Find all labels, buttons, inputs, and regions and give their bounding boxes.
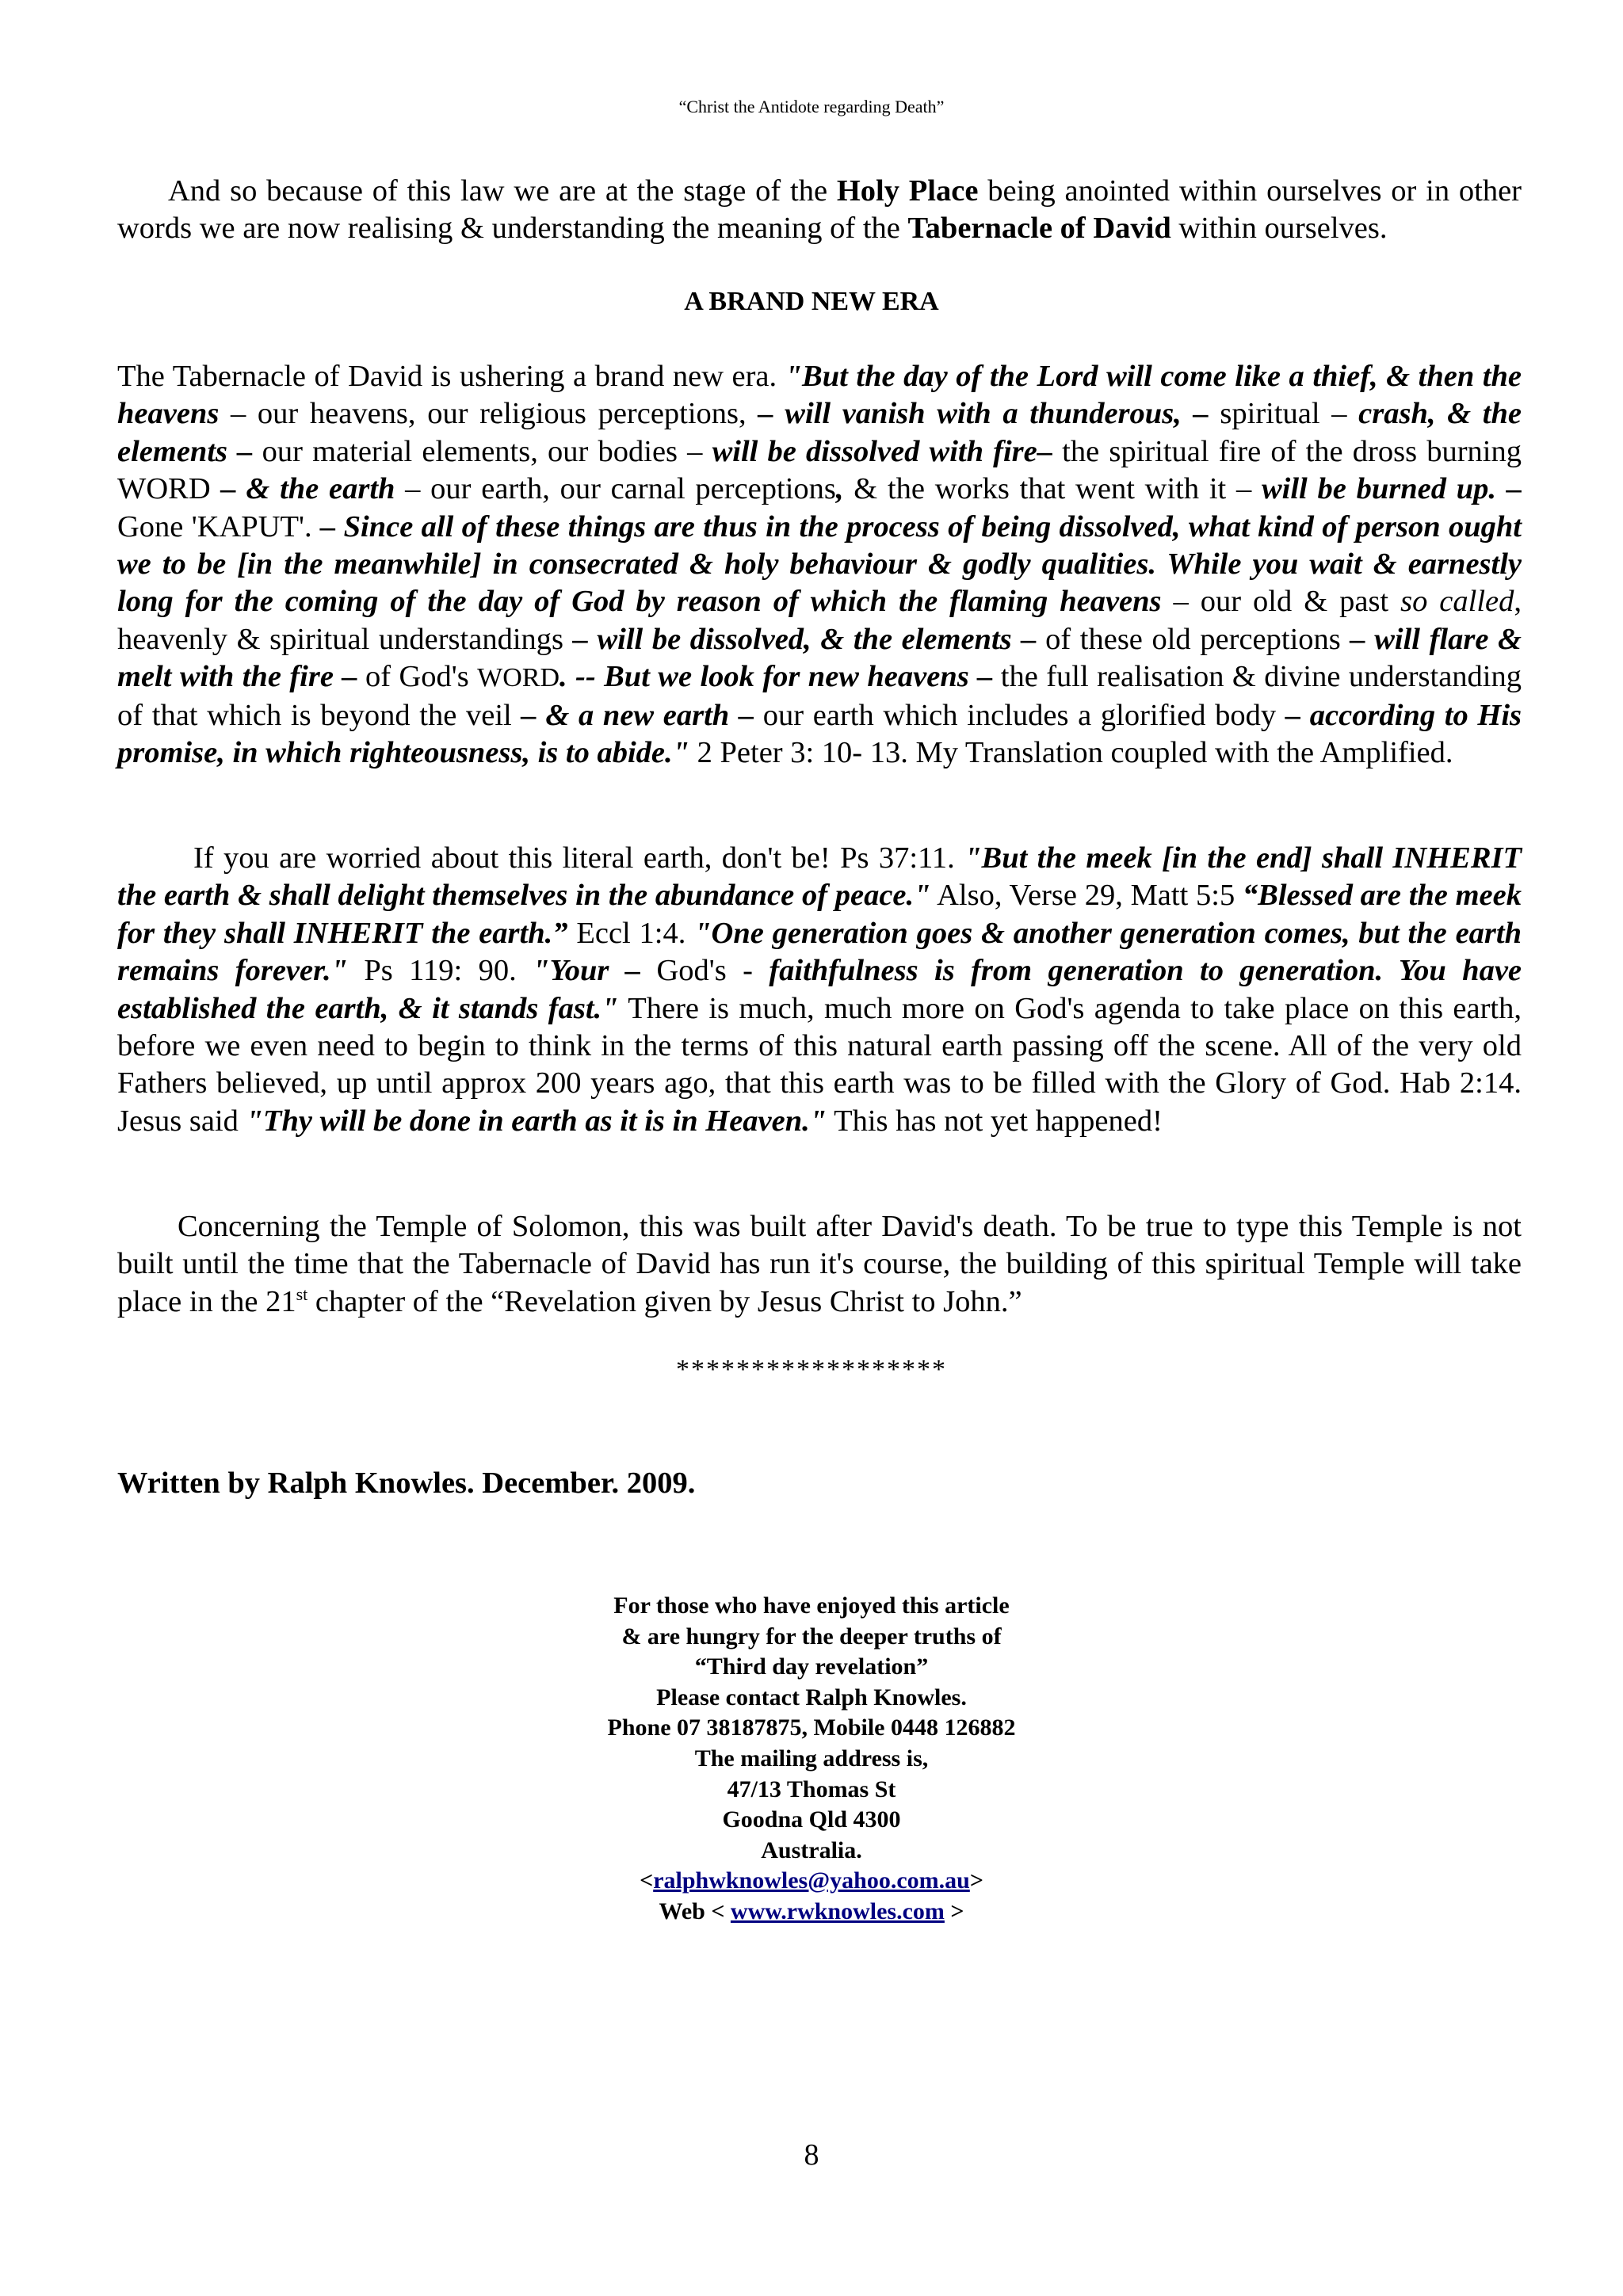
section-heading: A BRAND NEW ERA [684,287,939,316]
era-quote-10: – & the earth [220,472,395,506]
temple-superscript: st [296,1283,308,1304]
earth-quote-10: faithfulness is from generation to generation. You have established the earth, & it stands fast." [117,954,1522,1025]
contact-phone: Phone 07 38187875, Mobile 0448 126882 [607,1714,1016,1741]
contact-block [0,1591,1623,1928]
era-text-3: – our heavens, our religious perceptions, [219,397,758,431]
era-quote-16: – Since all of these things are thus in the process of being dissolved, what kind of person ought we to be [in the meanwhile] in consecrated & holy behaviour & godly qualities. While you wait & earnestly long for the coming of the day of God by reason of which the flaming heavens [117,509,1522,619]
temple-text-2: chapter of the “Revelation given by Jesus Christ to John.” [307,1284,1022,1318]
earth-text-3: Also, Verse 29, Matt 5:5 [930,879,1243,913]
era-text-9: the spiritual fire of the dross burning WORD [117,434,1522,506]
email-open-bracket: < [640,1867,654,1894]
era-text-11: – our earth, our carnal perceptions [395,472,836,506]
earth-quote-12: "Thy will be done in earth as it is in Heaven." [246,1104,827,1138]
contact-line-3: “Third day revelation” [694,1653,929,1680]
literal-earth-paragraph [117,840,1522,1140]
intro-holy-place: Holy Place [836,174,979,208]
era-quote-4: – will vanish with a thunderous, – [758,397,1209,431]
earth-text-13: This has not yet happened! [827,1104,1163,1138]
era-text-5: spiritual – [1208,397,1359,431]
era-quote-20: – will be dissolved, & the elements – [572,622,1037,656]
era-quote-14: will be burned up. – [1261,472,1522,506]
contact-line-2: & are hungry for the deeper truths of [621,1623,1002,1650]
brand-new-era-paragraph [117,358,1522,772]
contact-country: Australia. [761,1836,862,1863]
contact-line-1: For those who have enjoyed this article [613,1592,1010,1619]
contact-street: 47/13 Thomas St [727,1775,896,1802]
era-text-26: the full realisation & divine understanding of that which is beyond the veil [117,660,1522,732]
earth-text-11: There is much, much more on God's agenda to take place on this earth, before we even need to begin to think in the terms of this natural earth passing off the scene. All of the very old Fathers believed, up until approx 200 years ago, that this earth was to be filled with the Glory of God. Hab 2:14. Jesus said [117,991,1522,1138]
page-number: 8 [804,2138,819,2172]
era-text-7: our material elements, our bodies – [252,434,712,468]
web-prefix: Web < [659,1897,731,1924]
era-text-15: Gone 'KAPUT'. [117,509,320,543]
era-comma-12: , [835,472,844,506]
intro-tabernacle: Tabernacle of David [907,212,1171,246]
email-close-bracket: > [969,1867,983,1894]
contact-line-4: Please contact Ralph Knowles. [656,1684,967,1711]
earth-quote-8: "Your – [533,954,641,988]
intro-text-2: being anointed within ourselves or in other words we are now realising & understanding the meaning of the [117,174,1522,246]
era-text-19: , heavenly & spiritual understandings [117,585,1522,656]
earth-quote-2: "But the meek [in the end] shall INHERIT the earth & shall delight themselves in the abundance of peace." [117,841,1522,913]
era-text-23: of God's [357,660,478,694]
era-quote-8: will be dissolved with fire– [712,434,1053,468]
era-quote-29: – according to His promise, in which righteousness, is to abide." [117,698,1522,770]
earth-text-7: Ps 119: 90. [347,954,533,988]
era-text-13: & the works that went with it – [843,472,1262,506]
author-byline: Written by Ralph Knowles. December. 2009. [117,1466,696,1500]
intro-paragraph [117,173,1522,248]
era-text-21: of these old perceptions [1036,622,1350,656]
era-quote-27: – & a new earth – [521,698,754,732]
contact-suburb: Goodna Qld 4300 [722,1806,901,1833]
intro-text-1: And so because of this law we are at the stage of the [168,174,837,208]
earth-quote-6: "One generation goes & another generation comes, but the earth remains forever." [117,916,1522,988]
website-link[interactable]: www.rwknowles.com [730,1897,945,1924]
asterisk-divider: ****************** [676,1355,947,1384]
running-header: “Christ the Antidote regarding Death” [678,97,945,116]
email-link[interactable]: ralphwknowles@yahoo.com.au [653,1867,970,1894]
contact-web-line [0,1897,1623,1928]
temple-text-1: Concerning the Temple of Solomon, this was built after David's death. To be true to type this Temple is not built until the time that the Tabernacle of David has run it's course, the building of this spiritual Temple will take place in the 21 [117,1210,1522,1318]
era-quote-6: crash, & the elements – [117,397,1522,468]
era-word: WORD [477,663,560,693]
era-quote-22: – will flare & melt with the fire – [117,622,1522,694]
earth-text-5: Eccl 1:4. [567,916,695,950]
earth-quote-4: “Blessed are the meek for they shall INHERIT the earth.” [117,879,1522,950]
era-reference: 2 Peter 3: 10- 13. My Translation coupled with the Amplified. [689,736,1453,770]
era-quote-1: "But the day of the Lord will come like a thief, & then the heavens [117,360,1522,431]
earth-text-9: God's - [640,954,769,988]
era-text-17: – our old & past [1161,585,1401,619]
era-text-1: The Tabernacle of David is ushering a brand new era. [117,360,785,393]
contact-line-6: The mailing address is, [694,1745,929,1772]
era-so-called: so called [1400,585,1514,619]
web-suffix: > [944,1897,964,1924]
intro-text-3: within ourselves. [1170,212,1388,246]
temple-paragraph [117,1208,1522,1321]
contact-email-line [0,1866,1623,1897]
era-quote-25: . -- But we look for new heavens – [559,660,993,694]
earth-text-1: If you are worried about this literal earth, don't be! Ps 37:11. [193,841,965,875]
era-text-28: our earth which includes a glorified body [754,698,1285,732]
